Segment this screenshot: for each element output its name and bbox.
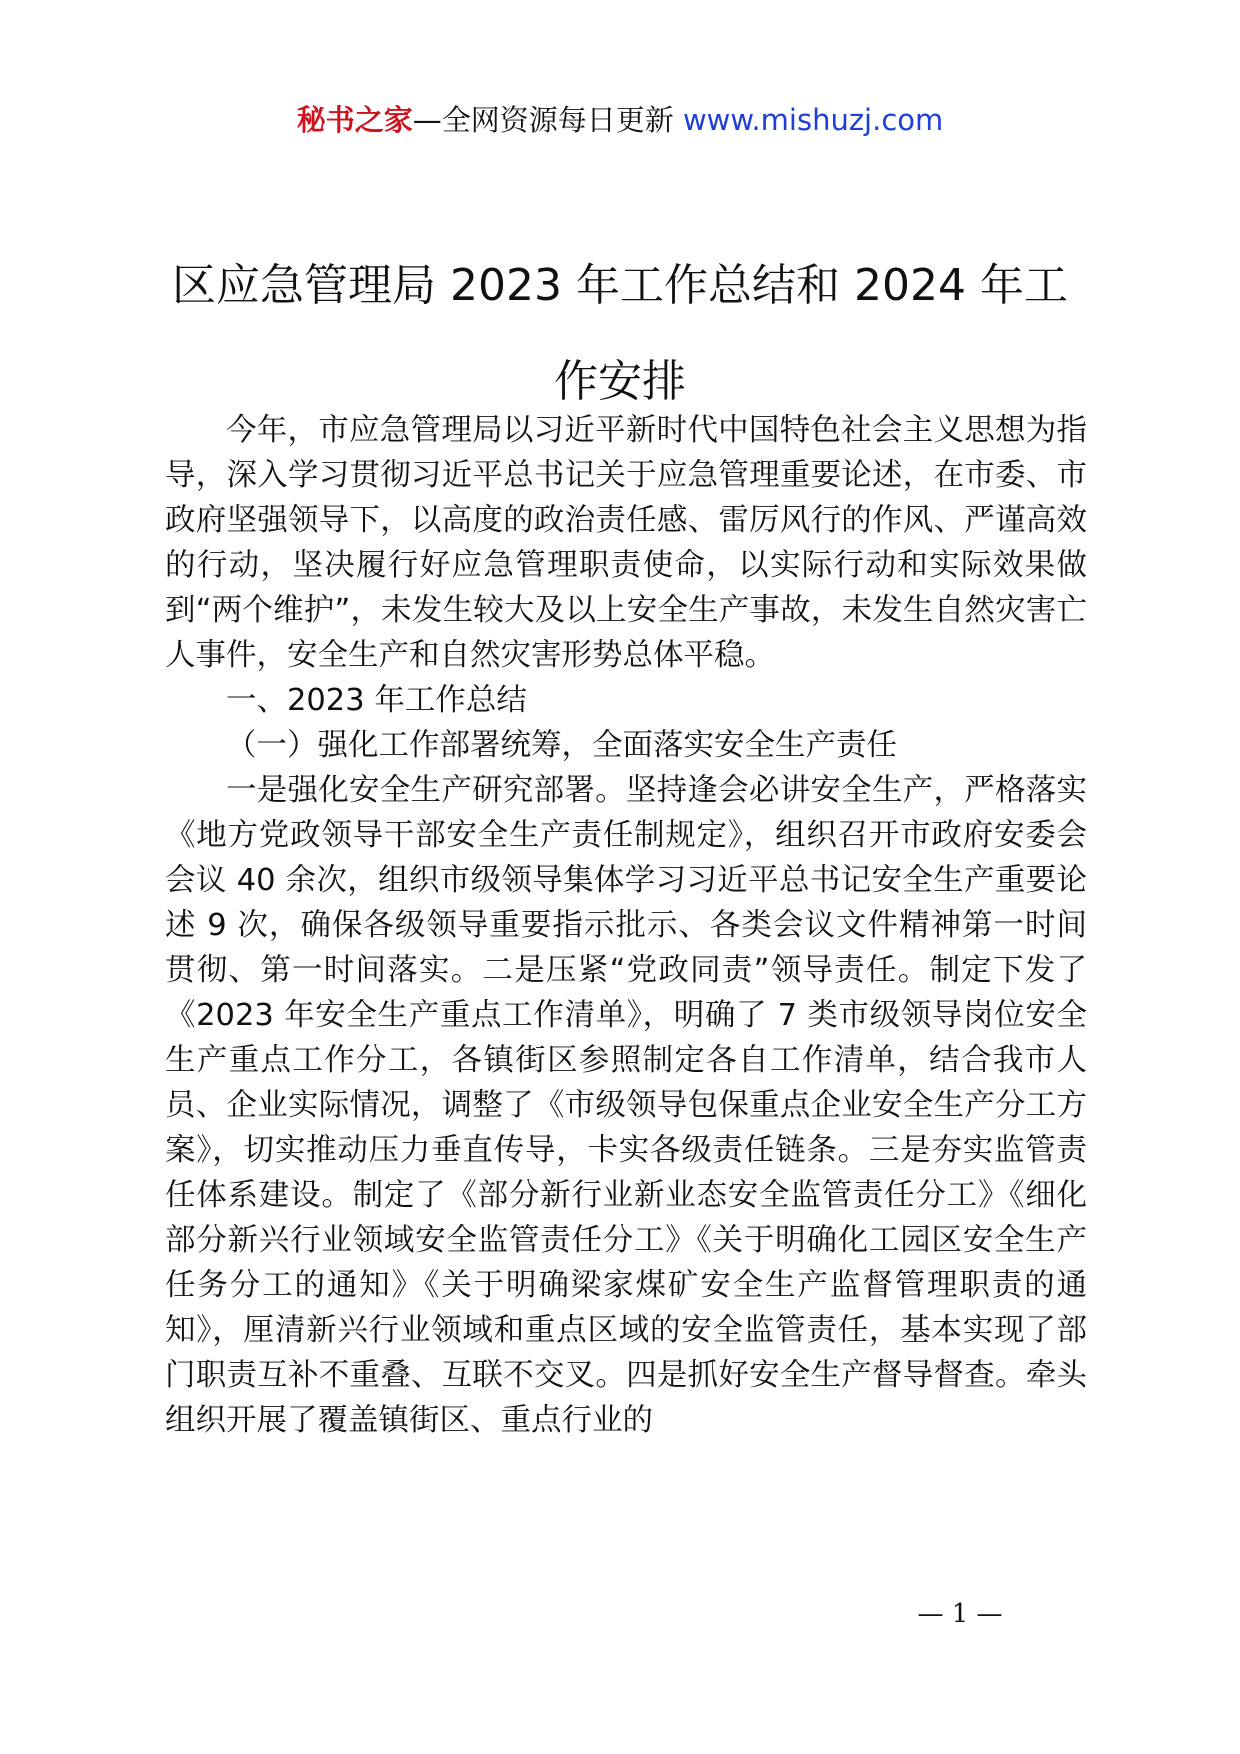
site-banner: [0, 100, 1240, 140]
subsection-heading: （一）强化工作部署统筹，全面落实安全生产责任: [226, 728, 897, 763]
site-slogan: —全网资源每日更新: [412, 103, 683, 137]
section-heading: 一、2023 年工作总结: [226, 683, 527, 718]
document-body: [165, 408, 1087, 1443]
document-title: 区应急管理局 2023 年工作总结和 2024 年工作安排: [172, 260, 1068, 407]
site-brand-name: 秘书之家: [296, 103, 413, 137]
site-url-link[interactable]: www.mishuzj.com: [682, 103, 944, 137]
page-number: — 1 —: [917, 1599, 1003, 1629]
body-paragraph: 一是强化安全生产研究部署。坚持逢会必讲安全生产，严格落实《地方党政领导干部安全生产责任制规定》，组织召开市政府安委会会议 40 余次，组织市级领导集体学习习近平总书记安全生产重要论述 9 次，确保各级领导重要指示批示、各类会议文件精神第一时间贯彻、第一时间落实。二是压紧“党政同责”领导责任。制定下发了《2023 年安全生产重点工作清单》，明确了 7 类市级领导岗位安全生产重点工作分工，各镇街区参照制定各自工作清单，结合我市人员、企业实际情况，调整了《市级领导包保重点企业安全生产分工方案》，切实推动压力垂直传导，卡实各级责任链条。三是夯实监管责任体系建设。制定了《部分新行业新业态安全监管责任分工》《细化部分新兴行业领域安全监管责任分工》《关于明确化工园区安全生产任务分工的通知》《关于明确梁家煤矿安全生产监督管理职责的通知》，厘清新兴行业领域和重点区域的安全监管责任，基本实现了部门职责互补不重叠、互联不交叉。四是抓好安全生产督导督查。牵头组织开展了覆盖镇街区、重点行业的: [165, 773, 1087, 1438]
intro-paragraph: 今年，市应急管理局以习近平新时代中国特色社会主义思想为指导，深入学习贯彻习近平总书记关于应急管理重要论述，在市委、市政府坚强领导下，以高度的政治责任感、雷厉风行的作风、严谨高效的行动，坚决履行好应急管理职责使命，以实际行动和实际效果做到“两个维护”，未发生较大及以上安全生产事故，未发生自然灾害亡人事件，安全生产和自然灾害形势总体平稳。: [165, 413, 1087, 673]
